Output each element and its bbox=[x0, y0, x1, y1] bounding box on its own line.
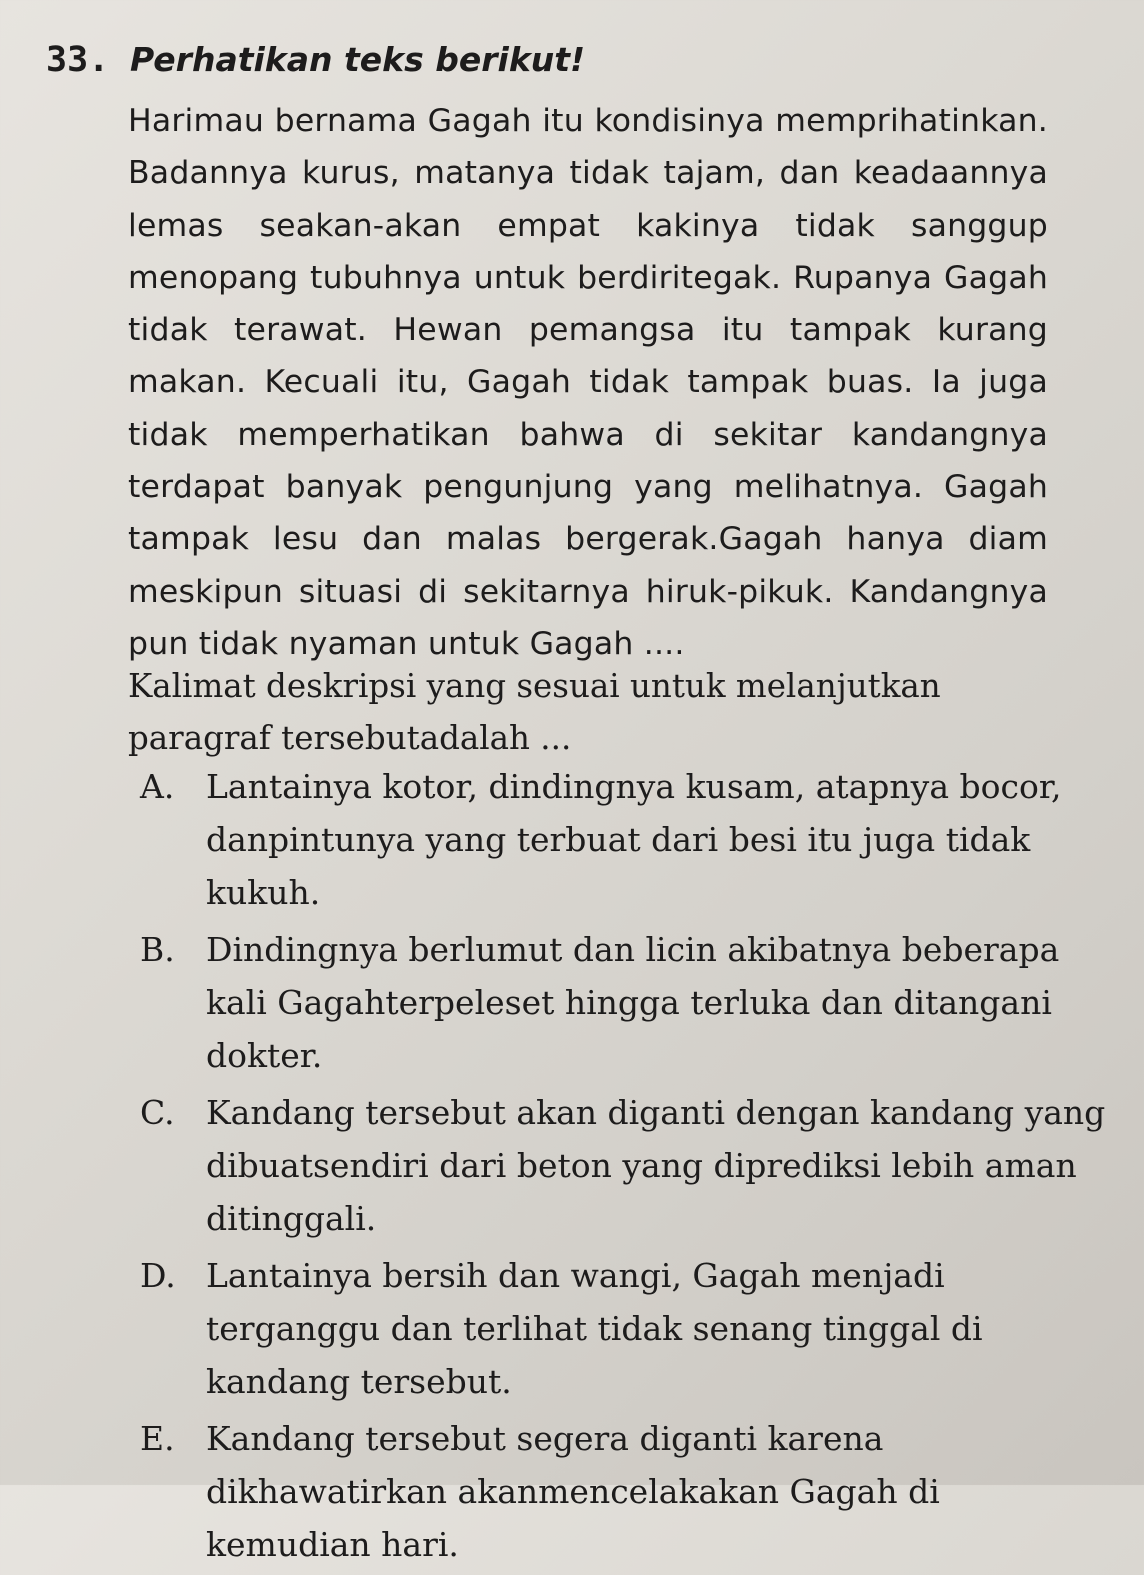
question-prompt: Kalimat deskripsi yang sesuai untuk melanjutkan paragraf tersebutadalah ... bbox=[128, 667, 941, 757]
option-b[interactable] bbox=[140, 923, 1110, 1082]
option-d[interactable] bbox=[140, 1249, 1110, 1408]
reading-passage: Harimau bernama Gagah itu kondisinya memprihatinkan. Badannya kurus, matanya tidak tajam, dan keadaannya lemas seakan-akan empat kakinya tidak sanggup menopang tubuhnya untuk berdiritegak. Rupanya Gagah tidak terawat. Hewan pemangsa itu tampak kurang makan. Kecuali itu, Gagah tidak tampak buas. Ia juga tidak memperhatikan bahwa di sekitar kandangnya terdapat banyak pengunjung yang melihatnya. Gagah tampak lesu dan malas bergerak.Gagah hanya diam meskipun situasi di sekitarnya hiruk-pikuk. Kandangnya pun tidak nyaman untuk Gagah .... bbox=[128, 103, 1048, 662]
option-text: Lantainya kotor, dindingnya kusam, atapnya bocor, danpintunya yang terbuat dari besi itu juga tidak kukuh. bbox=[206, 767, 1062, 912]
option-e[interactable] bbox=[140, 1412, 1110, 1571]
answer-options bbox=[140, 760, 1110, 1575]
option-letter: E. bbox=[140, 1419, 175, 1458]
option-text: Dindingnya berlumut dan licin akibatnya beberapa kali Gagahterpeleset hingga terluka dan ditangani dokter. bbox=[206, 930, 1060, 1075]
option-text: Lantainya bersih dan wangi, Gagah menjadi terganggu dan terlihat tidak senang tinggal di kandang tersebut. bbox=[206, 1256, 983, 1401]
option-letter: A. bbox=[140, 767, 175, 806]
option-letter: D. bbox=[140, 1256, 176, 1295]
option-a[interactable] bbox=[140, 760, 1110, 919]
option-c[interactable] bbox=[140, 1086, 1110, 1245]
option-text: Kandang tersebut akan diganti dengan kandang yang dibuatsendiri dari beton yang diprediksi lebih aman ditinggali. bbox=[206, 1093, 1106, 1238]
question-number: 33. bbox=[46, 40, 110, 80]
option-letter: B. bbox=[140, 930, 175, 969]
question-heading: Perhatikan teks berikut! bbox=[130, 40, 586, 79]
option-text: Kandang tersebut segera diganti karena dikhawatirkan akanmencelakakan Gagah di kemudian hari. bbox=[206, 1419, 940, 1564]
option-letter: C. bbox=[140, 1093, 175, 1132]
